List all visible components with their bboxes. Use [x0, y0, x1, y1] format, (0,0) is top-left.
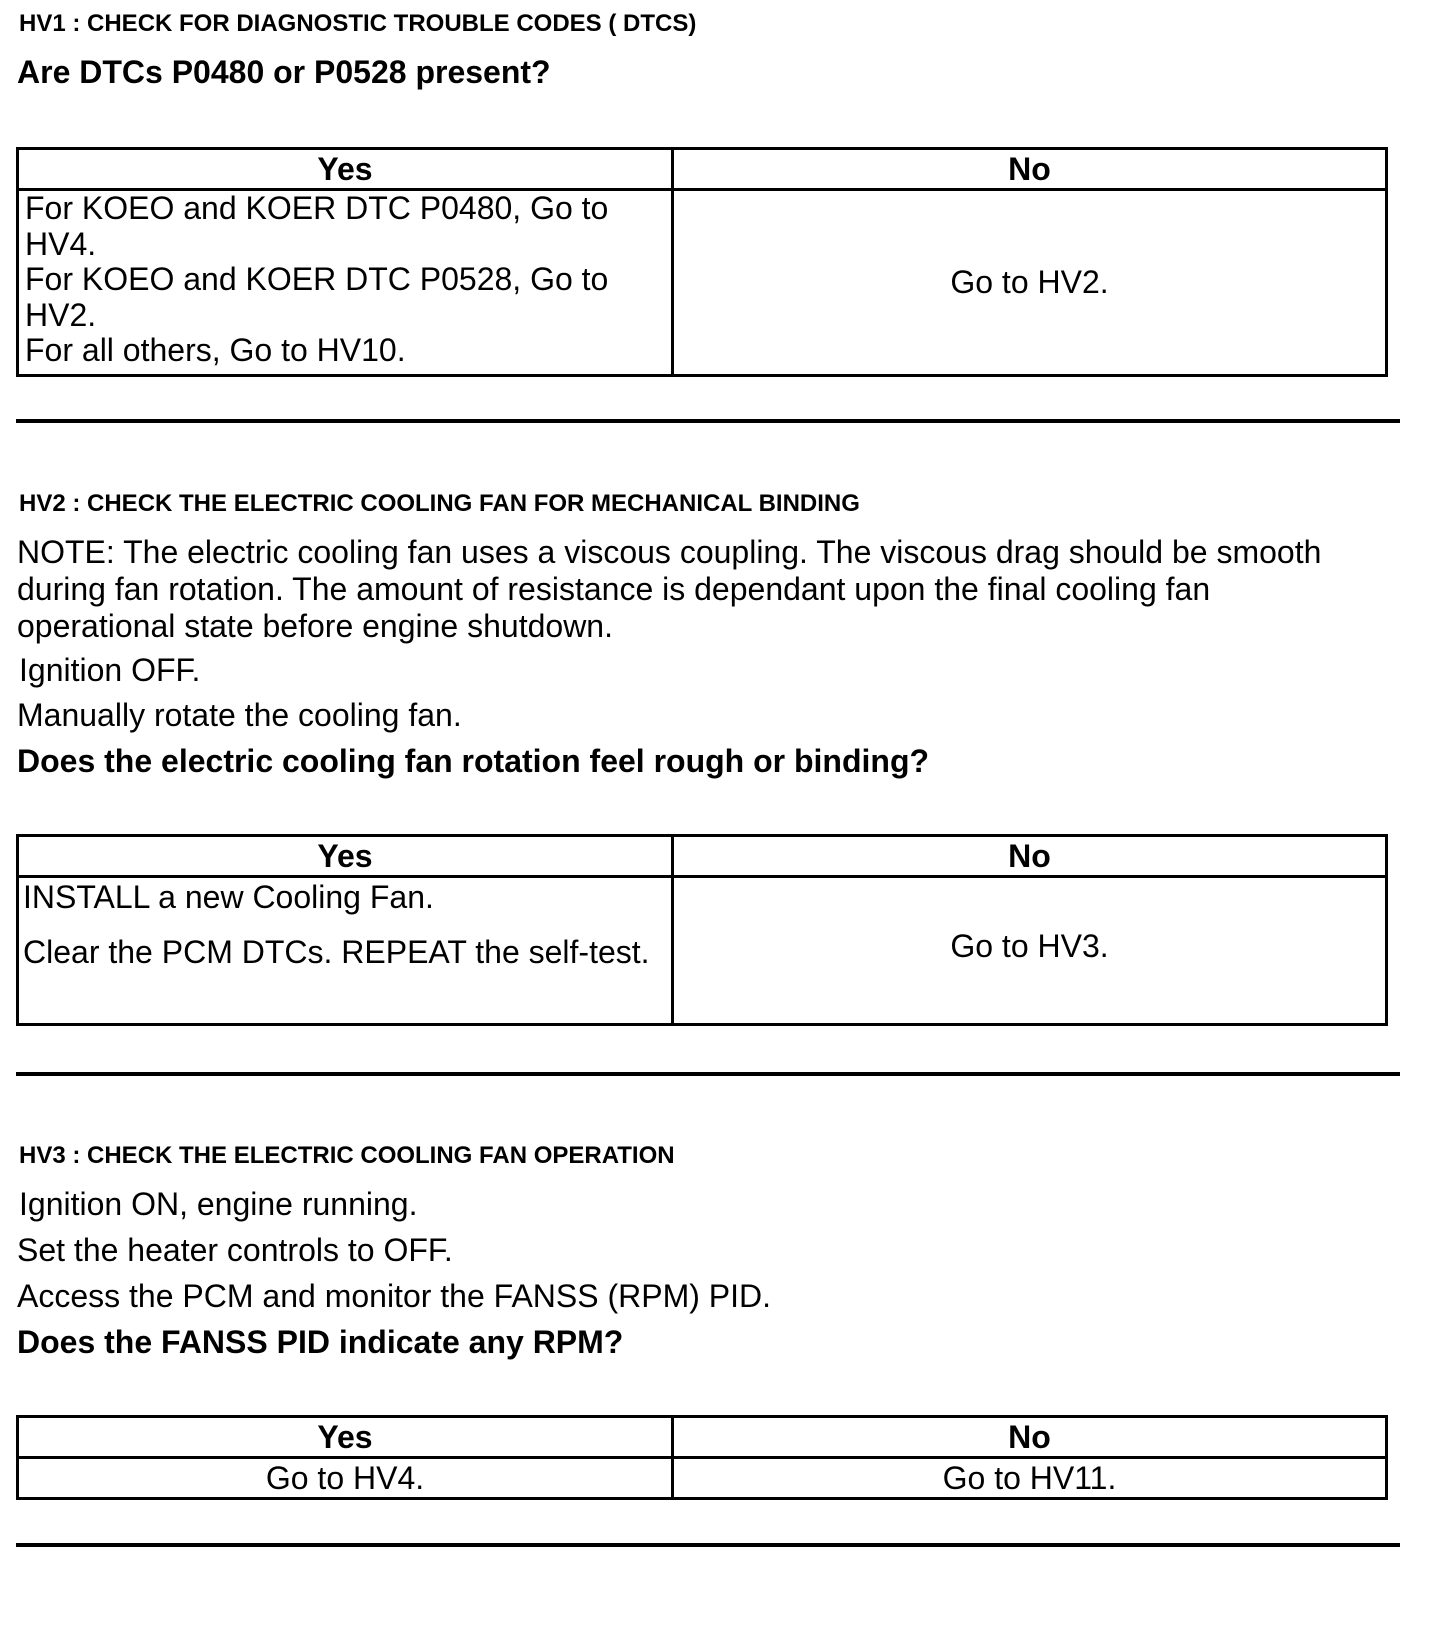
- section-divider: [16, 1072, 1400, 1076]
- hv2-answer-table: [16, 834, 1388, 1026]
- hv2-note-line: operational state before engine shutdown.: [17, 608, 613, 644]
- hv2-yes-line: Clear the PCM DTCs. REPEAT the self-test.: [23, 934, 650, 970]
- hv2-yes-line: INSTALL a new Cooling Fan.: [23, 879, 434, 915]
- section-divider: [16, 419, 1400, 423]
- hv3-step: Ignition ON, engine running.: [19, 1186, 418, 1222]
- hv1-yes-cell: [18, 190, 673, 376]
- hv1-answer-table: [16, 147, 1388, 377]
- section-divider: [16, 1543, 1400, 1547]
- hv1-no-header: No: [673, 149, 1387, 190]
- hv3-yes-cell: Go to HV4.: [18, 1458, 673, 1499]
- hv1-yes-line: HV2.: [25, 296, 97, 333]
- hv3-answer-table: [16, 1415, 1388, 1500]
- hv2-question: Does the electric cooling fan rotation feel rough or binding?: [17, 743, 930, 779]
- hv3-yes-header: Yes: [18, 1417, 673, 1458]
- hv3-no-cell: Go to HV11.: [673, 1458, 1387, 1499]
- hv3-no-header: No: [673, 1417, 1387, 1458]
- hv2-yes-header: Yes: [18, 836, 673, 877]
- hv1-no-cell: Go to HV2.: [673, 190, 1387, 376]
- hv1-yes-line: For all others, Go to HV10.: [25, 332, 406, 368]
- hv2-note-line: during fan rotation. The amount of resistance is dependant upon the final cooling fan: [17, 571, 1211, 607]
- hv1-yes-line: For KOEO and KOER DTC P0480, Go to: [25, 190, 609, 226]
- hv1-yes-header: Yes: [18, 149, 673, 190]
- hv3-heading: HV3 : CHECK THE ELECTRIC COOLING FAN OPERATION: [19, 1142, 675, 1169]
- hv2-step: Manually rotate the cooling fan.: [17, 697, 462, 733]
- hv2-step: Ignition OFF.: [19, 652, 201, 688]
- hv1-heading: HV1 : CHECK FOR DIAGNOSTIC TROUBLE CODES ( DTCS): [19, 10, 697, 37]
- hv2-yes-cell: [18, 877, 673, 1025]
- hv2-note: [17, 534, 1321, 645]
- hv2-note-line: NOTE: The electric cooling fan uses a viscous coupling. The viscous drag should be smooth: [17, 534, 1322, 570]
- hv3-step: Access the PCM and monitor the FANSS (RPM) PID.: [17, 1278, 772, 1314]
- hv2-no-cell: Go to HV3.: [673, 877, 1387, 1025]
- hv1-yes-line: For KOEO and KOER DTC P0528, Go to: [25, 261, 609, 297]
- hv2-heading: HV2 : CHECK THE ELECTRIC COOLING FAN FOR MECHANICAL BINDING: [19, 490, 860, 517]
- hv1-question: Are DTCs P0480 or P0528 present?: [17, 54, 551, 90]
- hv3-question: Does the FANSS PID indicate any RPM?: [17, 1324, 624, 1360]
- hv2-no-header: No: [673, 836, 1387, 877]
- hv1-yes-line: HV4.: [25, 225, 97, 262]
- hv3-step: Set the heater controls to OFF.: [17, 1232, 453, 1268]
